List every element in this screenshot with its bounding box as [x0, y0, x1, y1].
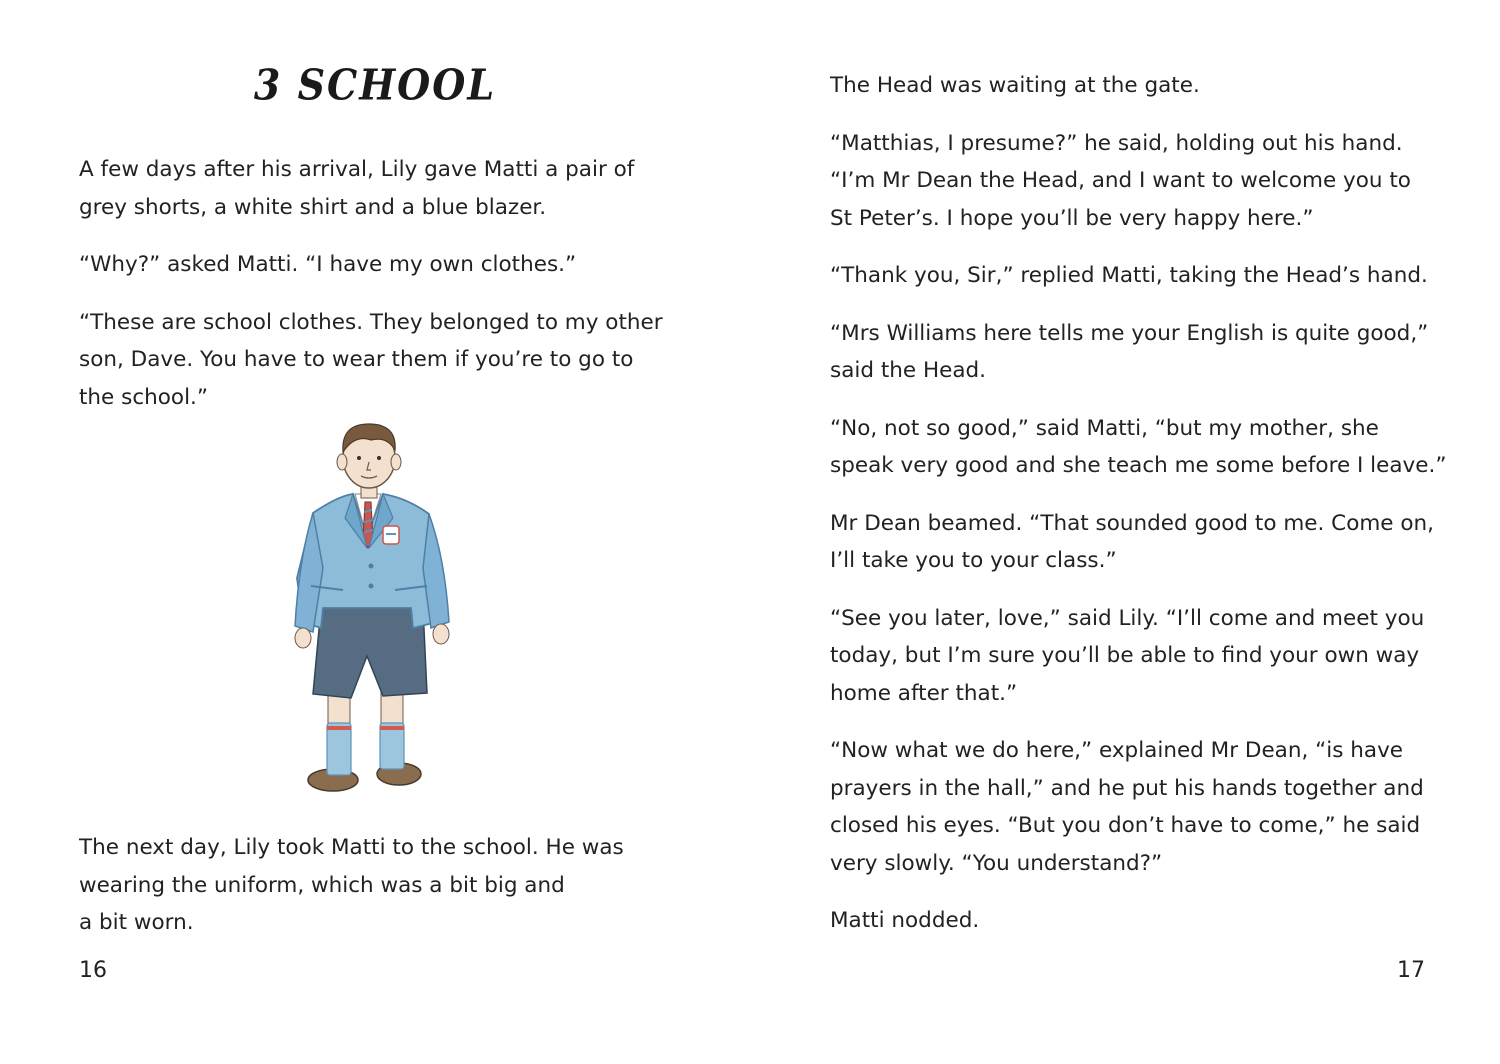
boy-in-school-uniform-illustration — [283, 418, 463, 803]
text-line: Matti nodded. — [830, 908, 980, 933]
paragraph — [830, 600, 1430, 713]
text-line: son, Dave. You have to wear them if you’re to go to — [79, 347, 634, 372]
text-line: I’ll take you to your class.” — [830, 548, 1117, 573]
text-line: Mr Dean beamed. “That sounded good to me. Come on, — [830, 510, 1434, 536]
page-number-left: 16 — [79, 958, 107, 983]
text-line: A few days after his arrival, Lily gave Matti a pair of — [79, 157, 635, 182]
text-line: The next day, Lily took Matti to the school. He was — [79, 835, 624, 860]
right-hand — [433, 624, 449, 644]
text-line: “Now what we do here,” explained Mr Dean, “is have — [830, 738, 1404, 763]
text-line: prayers in the hall,” and he put his hands together and — [830, 775, 1424, 801]
text-line: closed his eyes. “But you don’t have to come,” he said — [830, 813, 1421, 838]
paragraph — [830, 732, 1430, 882]
text-line: a bit worn. — [79, 910, 194, 935]
chapter-title: 3 SCHOOL — [253, 59, 497, 110]
paragraph — [830, 410, 1447, 485]
paragraph — [830, 315, 1430, 390]
paragraph — [79, 151, 649, 226]
text-line: The Head was waiting at the gate. — [830, 73, 1200, 98]
paragraph — [79, 246, 649, 284]
text-line: grey shorts, a white shirt and a blue blazer. — [79, 194, 547, 220]
text-line: “Why?” asked Matti. “I have my own clothes.” — [79, 252, 577, 277]
text-line: the school.” — [79, 384, 209, 410]
text-line: “No, not so good,” said Matti, “but my mother, she — [830, 415, 1379, 441]
text-line: “Matthias, I presume?” he said, holding out his hand. — [830, 130, 1403, 156]
text-line: “These are school clothes. They belonged to my other — [79, 309, 663, 335]
text-line: home after that.” — [830, 680, 1018, 706]
left-sock — [327, 723, 351, 775]
paragraph — [830, 67, 1430, 105]
text-line: “I’m Mr Dean the Head, and I want to welcome you to — [830, 168, 1411, 193]
text-line: very slowly. “You understand?” — [830, 850, 1163, 876]
paragraph — [79, 829, 624, 942]
text-line: said the Head. — [830, 358, 987, 383]
left-page-text-bottom — [79, 829, 624, 962]
text-line: “See you later, love,” said Lily. “I’ll come and meet you — [830, 605, 1425, 631]
paragraph — [830, 902, 1430, 940]
paragraph — [830, 257, 1430, 295]
left-hand — [295, 628, 311, 648]
right-page-text — [830, 67, 1447, 960]
text-line: “Mrs Williams here tells me your English is quite good,” — [830, 320, 1429, 346]
right-page — [750, 0, 1500, 1064]
paragraph — [830, 505, 1434, 580]
shorts — [313, 608, 427, 698]
text-line: St Peter’s. I hope you’ll be very happy here.” — [830, 205, 1314, 231]
paragraph — [79, 304, 663, 417]
text-line: today, but I’m sure you’ll be able to find your own way — [830, 643, 1420, 668]
text-line: “Thank you, Sir,” replied Matti, taking the Head’s hand. — [830, 263, 1428, 288]
page-number-right: 17 — [1397, 958, 1425, 983]
left-page-text-top — [79, 151, 663, 436]
text-line: wearing the uniform, which was a bit big and — [79, 872, 565, 898]
text-line: speak very good and she teach me some before I leave.” — [830, 453, 1447, 478]
paragraph — [830, 125, 1430, 238]
